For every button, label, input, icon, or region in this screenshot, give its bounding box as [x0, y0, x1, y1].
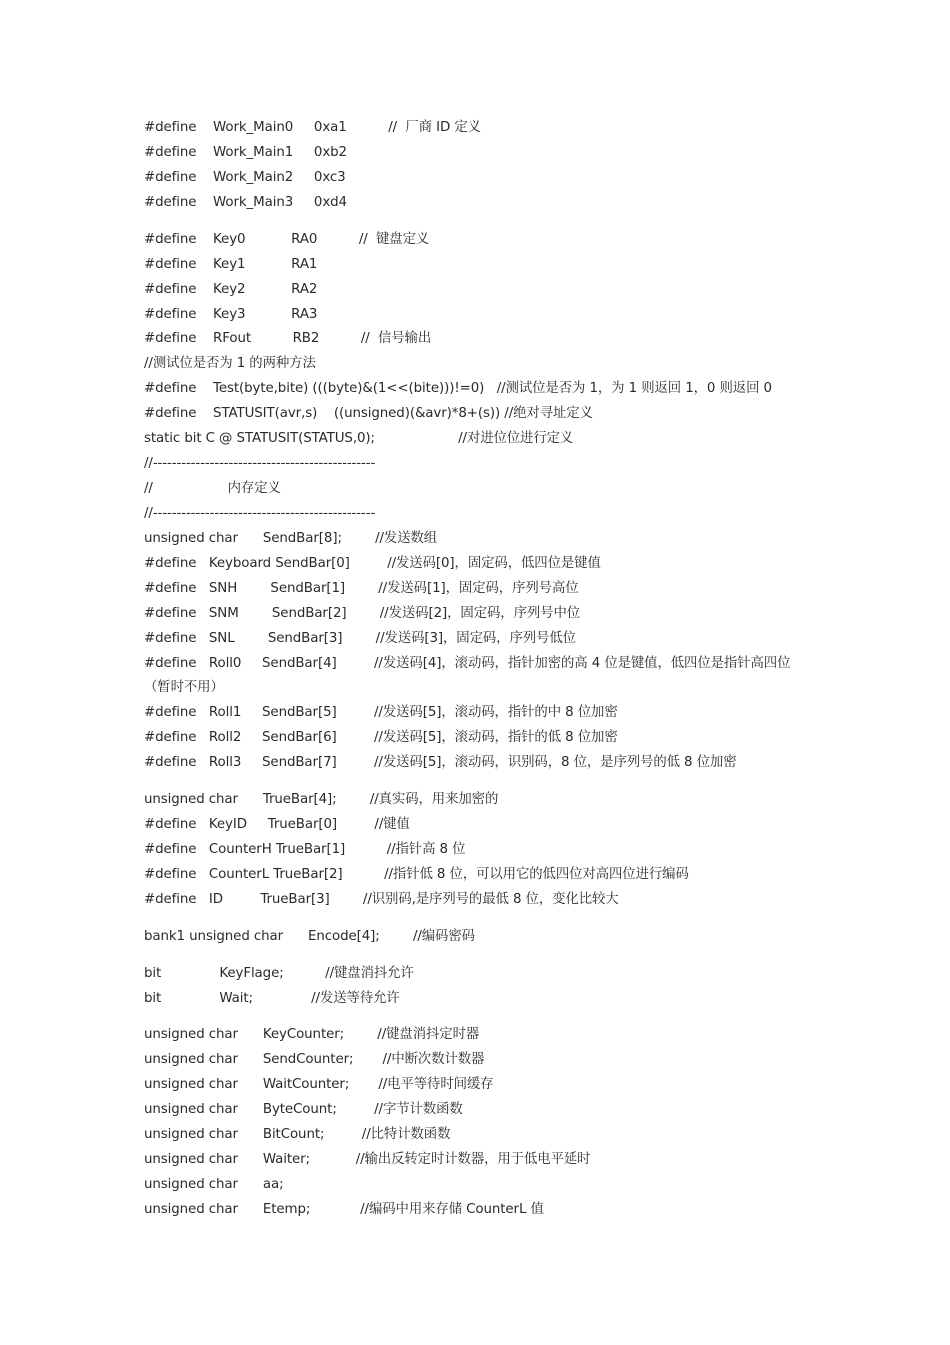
code-line: unsigned char ByteCount; //字节计数函数 — [144, 1102, 463, 1117]
code-line: #define SNL SendBar[3] //发送码[3]，固定码，序列号低位 — [144, 631, 576, 646]
code-line: #define Work_Main3 0xd4 — [144, 195, 347, 210]
code-line: #define Key0 RA0 // 键盘定义 — [144, 232, 430, 247]
code-line: #define Roll2 SendBar[6] //发送码[5]，滚动码，指针的低 8 位加密 — [144, 730, 618, 745]
code-line: unsigned char Waiter; //输出反转定时计数器，用于低电平延时 — [144, 1152, 591, 1167]
code-line: static bit C @ STATUSIT(STATUS,0); //对进位位进行定义 — [144, 431, 574, 446]
code-line: （暂时不用） — [144, 680, 224, 695]
code-line: #define Key2 RA2 — [144, 282, 318, 297]
code-line: unsigned char Etemp; //编码中用来存储 CounterL 值 — [144, 1202, 544, 1217]
code-line: #define CounterL TrueBar[2] //指针低 8 位，可以用它的低四位对高四位进行编码 — [144, 867, 689, 882]
code-line: #define SNH SendBar[1] //发送码[1]，固定码，序列号高位 — [144, 581, 579, 596]
code-line: #define Roll3 SendBar[7] //发送码[5]，滚动码，识别码，8 位，是序列号的低 8 位加密 — [144, 755, 737, 770]
code-line: unsigned char SendCounter; //中断次数计数器 — [144, 1052, 485, 1067]
code-line: #define Key3 RA3 — [144, 307, 318, 322]
code-line: #define Work_Main0 0xa1 // 厂商 ID 定义 — [144, 120, 481, 135]
code-line: //----------------------------------------------- — [144, 456, 376, 471]
code-line: // 内存定义 — [144, 481, 281, 496]
code-line: #define CounterH TrueBar[1] //指针高 8 位 — [144, 842, 466, 857]
code-line: unsigned char KeyCounter; //键盘消抖定时器 — [144, 1027, 480, 1042]
code-line: #define Test(byte,bite) (((byte)&(1<<(bite)))!=0) //测试位是否为 1，为 1 则返回 1，0 则返回 0 — [144, 381, 772, 396]
code-line: unsigned char aa; — [144, 1177, 284, 1192]
code-line: unsigned char TrueBar[4]; //真实码，用来加密的 — [144, 792, 499, 807]
code-line: #define KeyID TrueBar[0] //键值 — [144, 817, 410, 832]
code-line: unsigned char BitCount; //比特计数函数 — [144, 1127, 451, 1142]
code-line: #define RFout RB2 // 信号输出 — [144, 331, 432, 346]
code-line: #define Key1 RA1 — [144, 257, 318, 272]
code-line: //测试位是否为 1 的两种方法 — [144, 356, 316, 371]
code-line: bit KeyFlage; //键盘消抖允许 — [144, 966, 414, 981]
code-line: #define SNM SendBar[2] //发送码[2]，固定码，序列号中位 — [144, 606, 581, 621]
code-line: bank1 unsigned char Encode[4]; //编码密码 — [144, 929, 475, 944]
code-line: unsigned char WaitCounter; //电平等待时间缓存 — [144, 1077, 494, 1092]
code-line: #define Roll1 SendBar[5] //发送码[5]，滚动码，指针的中 8 位加密 — [144, 705, 618, 720]
code-line: #define Roll0 SendBar[4] //发送码[4]，滚动码，指针加密的高 4 位是键值，低四位是指针高四位 — [144, 656, 791, 671]
code-line: #define STATUSIT(avr,s) ((unsigned)(&avr)*8+(s)) //绝对寻址定义 — [144, 406, 593, 421]
code-line: #define Work_Main1 0xb2 — [144, 145, 347, 160]
code-line: #define ID TrueBar[3] //识别码,是序列号的最低 8 位，变化比较大 — [144, 892, 619, 907]
code-line: //----------------------------------------------- — [144, 506, 376, 521]
code-line: bit Wait; //发送等待允许 — [144, 991, 400, 1006]
code-line: unsigned char SendBar[8]; //发送数组 — [144, 531, 438, 546]
code-line: #define Work_Main2 0xc3 — [144, 170, 346, 185]
code-line: #define Keyboard SendBar[0] //发送码[0]，固定码，低四位是键值 — [144, 556, 601, 571]
